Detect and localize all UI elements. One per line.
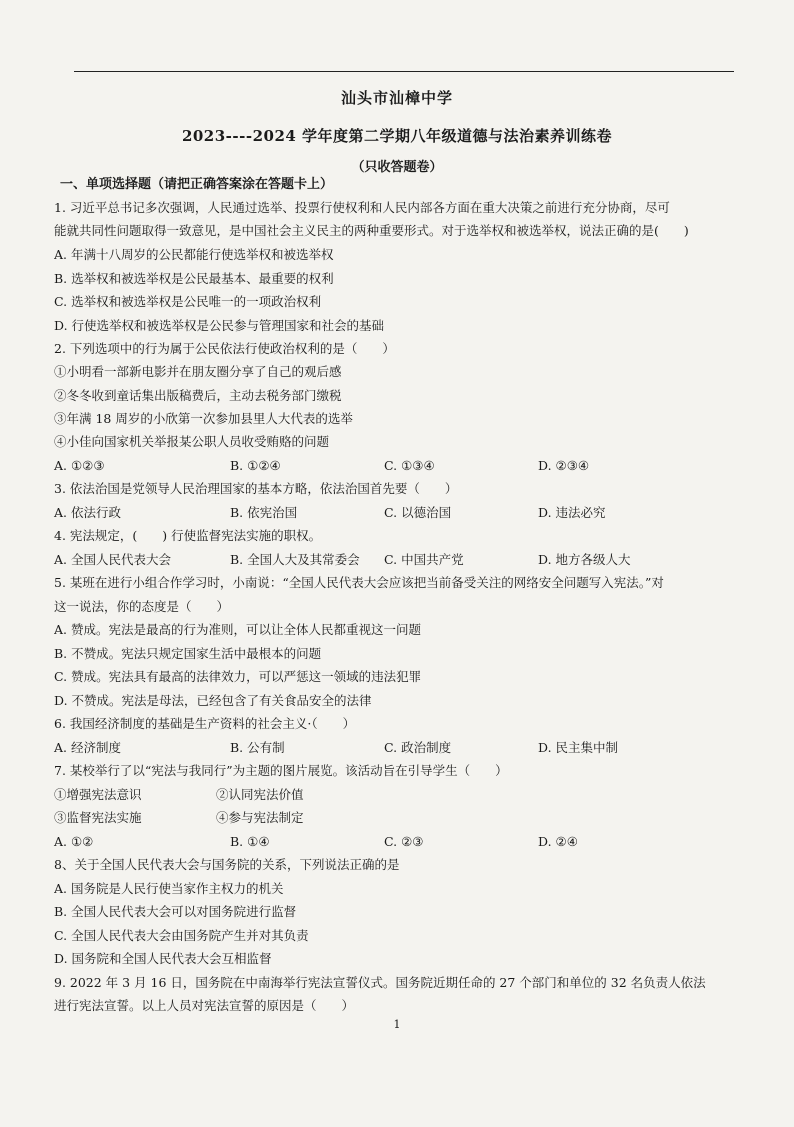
question-5-stem-cont: 这一说法，你的态度是（ ）	[54, 599, 230, 614]
question-1-option-b: B. 选举权和被选举权是公民最基本、最重要的权利	[54, 271, 334, 286]
question-8-option-c: C. 全国人民代表大会由国务院产生并对其负责	[54, 928, 309, 943]
question-2-option-d: D. ②③④	[538, 458, 590, 473]
question-6-options	[54, 739, 744, 757]
question-6-option-b: B. 公有制	[230, 740, 285, 755]
question-5-option-d: D. 不赞成。宪法是母法，已经包含了有关食品安全的法律	[54, 693, 372, 708]
question-2-item-4: ④小佳向国家机关举报某公职人员收受贿赂的问题	[54, 434, 330, 449]
question-6-option-d: D. 民主集中制	[538, 740, 619, 755]
question-6-stem: 6. 我国经济制度的基础是生产资料的社会主义·（ ）	[54, 716, 356, 731]
question-4-option-d: D. 地方各级人大	[538, 552, 631, 567]
question-3-option-a: A. 依法行政	[54, 505, 121, 520]
question-5-stem: 5. 某班在进行小组合作学习时，小南说：“全国人民代表大会应该把当前备受关注的网络安全问题写入宪法。”对	[54, 575, 664, 590]
question-4-option-b: B. 全国人大及其常委会	[230, 552, 360, 567]
question-4-option-c: C. 中国共产党	[384, 552, 464, 567]
question-2-stem: 2. 下列选项中的行为属于公民依法行使政治权利的是（ ）	[54, 341, 395, 356]
question-2-item-3: ③年满 18 周岁的小欣第一次参加县里人大代表的选举	[54, 411, 353, 426]
question-4-stem: 4. 宪法规定，( ) 行使监督宪法实施的职权。	[54, 528, 322, 543]
question-3-option-c: C. 以德治国	[384, 505, 452, 520]
question-3-options	[54, 504, 744, 522]
question-2-option-a: A. ①②③	[54, 458, 105, 473]
question-9-stem: 9. 2022 年 3 月 16 日，国务院在中南海举行宪法宣誓仪式。国务院近期任命的 27 个部门和单位的 32 名负责人依法	[54, 975, 706, 990]
question-5-option-c: C. 赞成。宪法具有最高的法律效力，可以严惩这一领域的违法犯罪	[54, 669, 422, 684]
question-3-option-b: B. 依宪治国	[230, 505, 298, 520]
question-6-option-a: A. 经济制度	[54, 740, 121, 755]
question-1-stem: 1. 习近平总书记多次强调，人民通过选举、投票行使权利和人民内部各方面在重大决策之前进行充分协商，尽可	[54, 200, 670, 215]
question-7-item-4: ④参与宪法制定	[216, 810, 304, 825]
question-7-option-d: D. ②④	[538, 834, 578, 849]
question-2-item-1: ①小明看一部新电影并在朋友圈分享了自己的观后感	[54, 364, 342, 379]
question-7-option-c: C. ②③	[384, 834, 424, 849]
school-name: 汕头市汕樟中学	[340, 89, 453, 107]
question-2-options	[54, 457, 744, 475]
question-1-option-d: D. 行使选举权和被选举权是公民参与管理国家和社会的基础	[54, 318, 385, 333]
question-4-options	[54, 551, 744, 569]
question-8-stem: 8、关于全国人民代表大会与国务院的关系，下列说法正确的是	[54, 857, 400, 872]
question-4-option-a: A. 全国人民代表大会	[54, 552, 171, 567]
question-9-stem-cont: 进行宪法宣誓。以上人员对宪法宣誓的原因是（ ）	[54, 998, 355, 1013]
question-1-stem-cont: 能就共同性问题取得一致意见，是中国社会主义民主的两种重要形式。对于选举权和被选举权，说法正确的是( )	[54, 223, 689, 238]
question-7-item-1: ①增强宪法意识	[54, 787, 142, 802]
question-7-item-3: ③监督宪法实施	[54, 810, 142, 825]
question-7-option-a: A. ①②	[54, 834, 94, 849]
question-7-stem: 7. 某校举行了以“宪法与我同行”为主题的图片展览。该活动旨在引导学生（ ）	[54, 763, 508, 778]
question-5-option-b: B. 不赞成。宪法只规定国家生活中最根本的问题	[54, 646, 322, 661]
question-7-options	[54, 833, 744, 851]
question-8-option-d: D. 国务院和全国人民代表大会互相监督	[54, 951, 272, 966]
exam-subtitle: （只收答题卷）	[351, 160, 443, 175]
question-7-items-row-1	[54, 786, 744, 804]
question-2-option-b: B. ①②④	[230, 458, 281, 473]
exam-title: 2023----2024 学年度第二学期八年级道德与法治素养训练卷	[181, 127, 613, 145]
question-3-option-d: D. 违法必究	[538, 505, 606, 520]
section-heading: 一、单项选择题（请把正确答案涂在答题卡上）	[60, 177, 334, 192]
question-5-option-a: A. 赞成。宪法是最高的行为准则，可以让全体人民都重视这一问题	[54, 622, 421, 637]
question-6-option-c: C. 政治制度	[384, 740, 452, 755]
header-rule	[74, 71, 734, 72]
question-7-item-2: ②认同宪法价值	[216, 787, 304, 802]
question-3-stem: 3. 依法治国是党领导人民治理国家的基本方略，依法治国首先要（ ）	[54, 481, 458, 496]
page-number: 1	[393, 1018, 401, 1031]
question-7-items-row-2	[54, 809, 744, 827]
question-7-option-b: B. ①④	[230, 834, 270, 849]
question-1-option-a: A. 年满十八周岁的公民都能行使选举权和被选举权	[54, 247, 334, 262]
question-1-option-c: C. 选举权和被选举权是公民唯一的一项政治权利	[54, 294, 322, 309]
question-2-item-2: ②冬冬收到童话集出版稿费后，主动去税务部门缴税	[54, 388, 342, 403]
question-8-option-a: A. 国务院是人民行使当家作主权力的机关	[54, 881, 284, 896]
question-2-option-c: C. ①③④	[384, 458, 435, 473]
question-8-option-b: B. 全国人民代表大会可以对国务院进行监督	[54, 904, 297, 919]
